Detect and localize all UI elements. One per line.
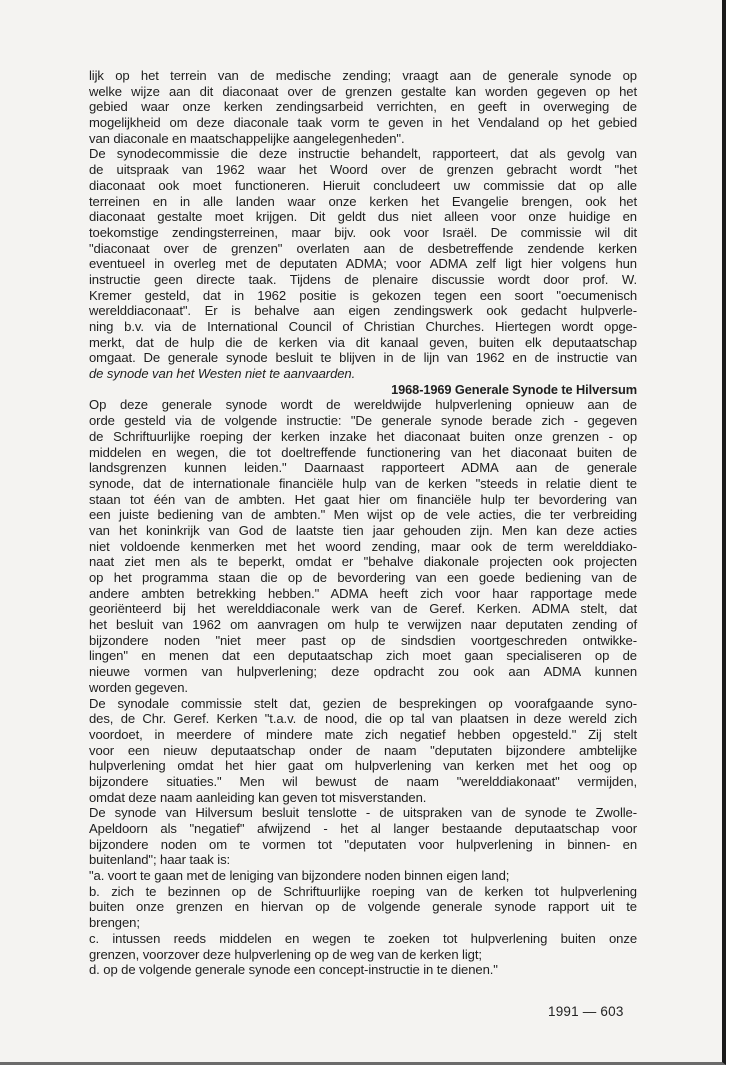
text-line: van het koninkrijk van God de laatste tien jaar gehouden zijn. Men kan deze acties — [89, 522, 637, 538]
text-line: een juiste bediening van de ambten." Men wijst op de vele acties, die ter verbreiding — [89, 507, 637, 523]
text-line: werelddiaconaat". Er is behalve aan eigen zendingswerk ook gedacht hulpverle- — [89, 303, 637, 319]
text-line: instructie geen directe taak. Tijdens de plenaire discussie wordt door prof. W. — [89, 271, 637, 287]
text-line: Apeldoorn als "negatief" afwijzend - het al langer bestaande deputaatschap voor — [89, 821, 637, 836]
text-line: "a. voort te gaan met de leniging van bijzondere noden binnen eigen land; — [89, 868, 510, 884]
text-line: Kremer gesteld, dat in 1962 positie is gekozen tegen een soort "oecumenisch — [89, 287, 637, 303]
text-line: voordoet, in meerdere of mindere mate zich negatief hebben opgesteld." Zij stelt — [89, 726, 637, 742]
text-line: het besluit van 1962 om aanvragen om hulp te verwijzen naar deputaten zending of — [89, 617, 637, 633]
text-line: diaconaat gestalte moet krijgen. Dit geldt dus niet alleen voor onze huidige en — [89, 209, 637, 225]
text-line: voor een nieuw deputaatschap onder de naam "deputaten bijzondere ambtelijke — [89, 742, 637, 758]
text-line: ning b.v. via de International Council of Christian Churches. Hiertegen wordt opge- — [89, 319, 637, 334]
text-line: op het programma staan die op de bevordering van een goede bediening van de — [89, 570, 637, 585]
text-line: andere ambten betrekking hebben." ADMA heeft zich voor haar rapportage mede — [89, 585, 637, 601]
text-line: c. intussen reeds middelen en wegen te zoeken tot hulpverlening buiten onze — [89, 930, 637, 946]
text-line: georiënteerd bij het werelddiaconale werk van de Geref. Kerken. ADMA stelt, dat — [89, 601, 637, 617]
text-line: orde gesteld via de volgende instructie: "De generale synode berade zich - gegeven — [89, 413, 637, 429]
text-line: naat ziet men als te beperkt, omdat er "behalve diakonale projecten ook projecten — [89, 554, 637, 570]
text-line: hulpverlening omdat het hier gaat om hulpverlening van kerken met het oog op — [89, 758, 637, 774]
text-line: bijzondere noden "niet meer past op de sindsdien voortgeschreden ontwikke- — [89, 632, 637, 648]
text-line: middelen en wegen, die tot doeltreffende functionering van het diaconaat buiten de — [89, 444, 637, 460]
text-line: merkt, dat de hulp die de kerken via dit kanaal geven, buiten elk deputaatschap — [89, 334, 637, 350]
text-line: gebied waar onze kerken zendingsarbeid verrichten, en geeft in overweging de — [89, 99, 637, 115]
text-line: landsgrenzen kunnen leiden." Daarnaast rapporteert ADMA aan de generale — [89, 460, 637, 476]
text-line: van diaconale en maatschappelijke aangelegenheden". — [89, 130, 405, 146]
text-line: omgaat. De generale synode besluit te blijven in de lijn van 1962 en de instructie van — [89, 350, 637, 366]
text-line: des, de Chr. Geref. Kerken "t.a.v. de nood, die op tal van plaatsen in deze wereld zich — [89, 711, 637, 727]
text-line: Op deze generale synode wordt de wereldwijde hulpverlening opnieuw aan de — [89, 397, 637, 413]
text-line: eventueel in overleg met de deputaten ADMA; voor ADMA zelf ligt hier volgens hun — [89, 256, 637, 272]
text-line: synode, dat de internationale financiële hulp van de kerken "steeds in relatie dient te — [89, 475, 637, 491]
text-line: buitenland"; haar taak is: — [89, 852, 231, 868]
text-line: De synodale commissie stelt dat, gezien de besprekingen op voorafgaande syno- — [89, 695, 637, 711]
text-line: grenzen, voorzover deze hulpverlening op de weg van de kerken ligt; — [89, 946, 482, 962]
text-line: bijzondere situaties." Men wil bewust de naam "werelddiakonaat" vermijden, — [89, 773, 637, 789]
text-line: terreinen en in alle landen waar onze kerken het Evangelie brengen, ook het — [89, 193, 637, 209]
text-line: niet voldoende kenmerken met het woord zending, maar ook de term werelddiako- — [89, 538, 637, 554]
text-line: d. op de volgende generale synode een concept-instructie in te dienen." — [89, 962, 498, 978]
text-line: toekomstige zendingsterreinen, maar bijv. ook voor Israël. De commissie wil dit — [89, 224, 637, 240]
text-line: de uitspraak van 1962 waar het Woord over de grenzen gebracht wordt "het — [89, 162, 637, 178]
text-line: b. zich te bezinnen op de Schriftuurlijke roeping van de kerken tot hulpverlening — [89, 883, 637, 899]
text-line: bijzondere noden om te vormen tot "deputaten voor hulpverlening in binnen- en — [89, 836, 637, 852]
text-line: de Schriftuurlijke roeping der kerken inzake het diaconaat buiten onze grenzen - op — [89, 428, 637, 444]
text-line: welke wijze aan dit diaconaat over de grenzen gestalte kan worden gegeven op het — [89, 83, 637, 99]
text-line: buiten onze grenzen en hiervan op de volgende generale synode rapport uit te — [89, 899, 637, 915]
text-line: De synode van Hilversum besluit tenslotte - de uitspraken van de synode te Zwolle- — [89, 805, 637, 821]
text-line: staan tot één van de ambten. Het gaat hier om financiële hulp ter bevordering van — [89, 491, 637, 507]
body-text — [89, 68, 637, 978]
text-line: lingen" en menen dat een deputaatschap zich moet gaan specialiseren op de — [89, 648, 637, 664]
text-line: diaconaat ook moet functioneren. Hieruit concludeert uw commissie dat op alle — [89, 177, 637, 193]
text-line: omdat deze naam aanleiding kan geven tot misverstanden. — [89, 789, 427, 805]
text-line: mogelijkheid om deze diaconale taak vorm te geven in het Vendaland op het gebied — [89, 115, 637, 131]
section-heading: 1968-1969 Generale Synode te Hilversum — [391, 381, 637, 397]
page-folio: 1991 — 603 — [548, 1004, 624, 1019]
text-line: nieuwe vormen van hulpverlening; deze opdracht zou ook aan ADMA kunnen — [89, 664, 637, 680]
text-line: de synode van het Westen niet te aanvaarden. — [89, 366, 356, 382]
text-line: De synodecommissie die deze instructie behandelt, rapporteert, dat als gevolg van — [89, 146, 637, 162]
text-line: brengen; — [89, 915, 140, 931]
text-line: worden gegeven. — [89, 679, 188, 695]
text-line: "diaconaat over de grenzen" overlaten aan de desbetreffende zendende kerken — [89, 240, 637, 256]
text-line: lijk op het terrein van de medische zending; vraagt aan de generale synode op — [89, 68, 637, 83]
